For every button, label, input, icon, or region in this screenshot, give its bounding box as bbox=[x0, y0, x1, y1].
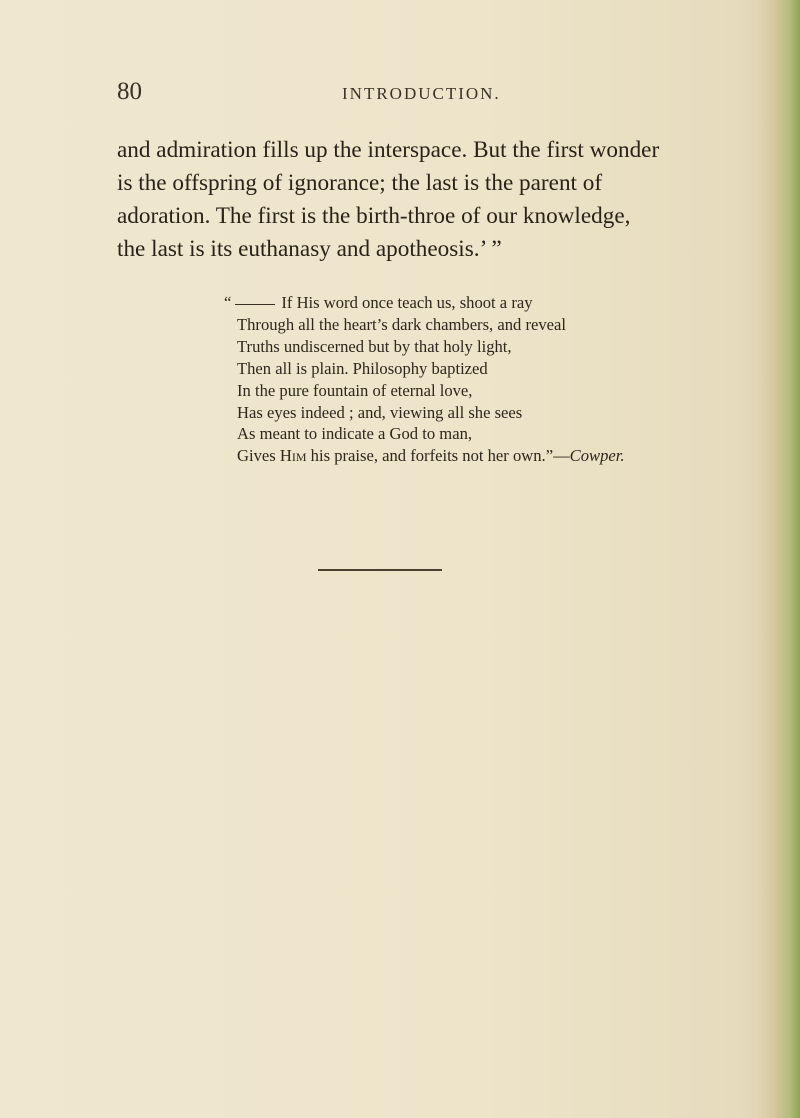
page-header bbox=[117, 78, 757, 108]
poem-quotation bbox=[224, 292, 747, 467]
poem-line bbox=[237, 445, 747, 467]
small-caps-him: Him bbox=[279, 446, 307, 466]
page-number: 80 bbox=[117, 78, 142, 105]
poem-last-line-start: Gives bbox=[237, 446, 280, 466]
open-quote: “ bbox=[224, 293, 232, 312]
poem-line: Through all the heart’s dark chambers, and reveal bbox=[237, 314, 566, 334]
dash-rule bbox=[235, 304, 275, 305]
poem-first-line-text: If His word once teach us, shoot a ray bbox=[281, 293, 533, 312]
poem-line: Has eyes indeed ; and, viewing all she sees bbox=[237, 402, 523, 422]
section-rule bbox=[318, 569, 442, 571]
poem-line: In the pure fountain of eternal love, bbox=[237, 380, 473, 400]
prose-line: the last is its euthanasy and apotheosis.’ ” bbox=[117, 236, 502, 262]
prose-line: adoration. The first is the birth-throe of our knowledge, bbox=[117, 203, 631, 229]
poem-line: As meant to indicate a God to man, bbox=[237, 424, 473, 444]
poem-line bbox=[224, 292, 747, 314]
attribution: Cowper. bbox=[569, 446, 625, 466]
poem-line: Then all is plain. Philosophy baptized bbox=[237, 358, 488, 378]
running-head: INTRODUCTION. bbox=[342, 84, 501, 103]
poem-last-line-end: his praise, and forfeits not her own.”— bbox=[306, 446, 570, 466]
prose-line: is the offspring of ignorance; the last is the parent of bbox=[117, 170, 603, 196]
page-edge-shadow bbox=[756, 0, 800, 1118]
poem-line: Truths undiscerned but by that holy light, bbox=[237, 336, 512, 356]
prose-line: and admiration fills up the interspace. But the first wonder bbox=[117, 137, 660, 163]
prose-paragraph bbox=[117, 134, 757, 266]
